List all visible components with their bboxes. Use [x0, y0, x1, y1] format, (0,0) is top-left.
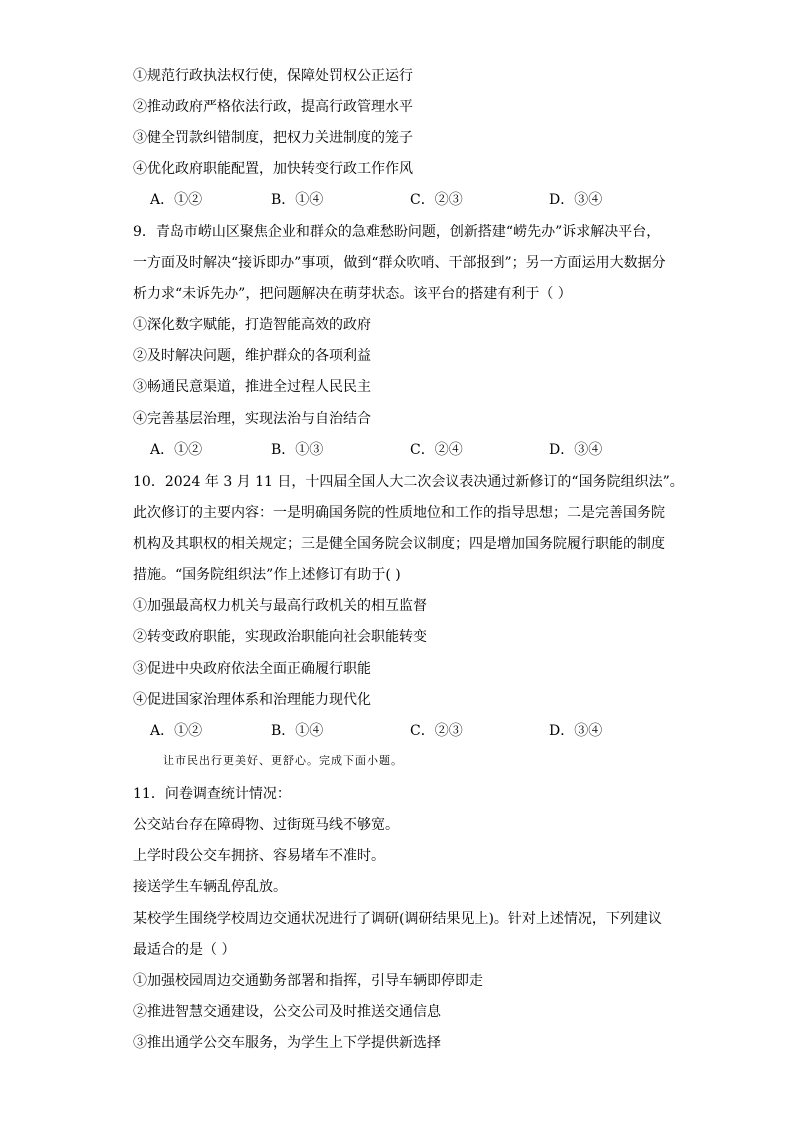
q9-option-b[interactable]: B．①③: [271, 442, 324, 458]
q9-statement-2: ②及时解决问题，维护群众的各项利益: [133, 348, 371, 364]
q11-statement-2: ②推进智慧交通建设，公交公司及时推送交通信息: [133, 1004, 441, 1020]
q8-option-d[interactable]: D．③④: [549, 192, 603, 208]
q10-option-b[interactable]: B．①④: [271, 723, 324, 739]
q10-stem-line-2: 此次修订的主要内容：一是明确国务院的性质地位和工作的指导思想；二是完善国务院: [133, 505, 665, 521]
q11-finding-3: 接送学生车辆乱停乱放。: [133, 879, 287, 895]
q9-option-c[interactable]: C．②④: [410, 442, 463, 458]
q10-statement-3: ③促进中央政府依法全面正确履行职能: [133, 661, 371, 677]
q8-option-a[interactable]: A．①②: [150, 192, 203, 208]
q9-statement-4: ④完善基层治理，实现法治与自治结合: [133, 411, 371, 427]
q11-finding-1: 公交站台存在障碍物、过街斑马线不够宽。: [133, 817, 399, 833]
q8-option-c[interactable]: C．②③: [410, 192, 463, 208]
q8-statement-2: ②推动政府严格依法行政，提高行政管理水平: [133, 99, 413, 115]
q8-options: [150, 190, 670, 210]
q11-statement-1: ①加强校园周边交通勤务部署和指挥，引导车辆即停即走: [133, 973, 483, 989]
q10-statement-1: ①加强最高权力机关与最高行政机关的相互监督: [133, 598, 427, 614]
q11-stem-line-2: 最适合的是（ ）: [133, 942, 236, 958]
q9-stem-line-1: 9．青岛市崂山区聚焦企业和群众的急难愁盼问题，创新搭建“崂先办”诉求解决平台，: [133, 224, 661, 240]
q8-statement-3: ③健全罚款纠错制度，把权力关进制度的笼子: [133, 130, 413, 146]
q10-option-a[interactable]: A．①②: [150, 723, 203, 739]
q10-stem-line-3: 机构及其职权的相关规定；三是健全国务院会议制度；四是增加国务院履行职能的制度: [133, 536, 665, 552]
q10-statement-2: ②转变政府职能，实现政治职能向社会职能转变: [133, 629, 427, 645]
q9-option-d[interactable]: D．③④: [549, 442, 603, 458]
q10-stem-line-1: 10．2024 年 3 月 11 日，十四届全国人大二次会议表决通过新修订的“国务院组织法”。: [133, 474, 684, 490]
section-note: 让市民出行更美好、更舒心。完成下面小题。: [163, 754, 403, 767]
q11-stem-line-1: 某校学生围绕学校周边交通状况进行了调研(调研结果见上)。针对上述情况，下列建议: [133, 911, 662, 927]
q8-statement-4: ④优化政府职能配置，加快转变行政工作作风: [133, 161, 413, 177]
q10-statement-4: ④促进国家治理体系和治理能力现代化: [133, 692, 371, 708]
q9-options: [150, 440, 670, 460]
q9-stem-line-2: 一方面及时解决“接诉即办”事项，做到“群众吹哨、干部报到”；另一方面运用大数据分: [133, 255, 666, 271]
q10-stem-line-4: 措施。“国务院组织法”作上述修订有助于( ): [133, 567, 401, 583]
q10-option-c[interactable]: C．②③: [410, 723, 463, 739]
q9-statement-1: ①深化数字赋能，打造智能高效的政府: [133, 317, 371, 333]
q11-finding-2: 上学时段公交车拥挤、容易堵车不准时。: [133, 848, 385, 864]
q10-option-d[interactable]: D．③④: [549, 723, 603, 739]
q11-statement-3: ③推出通学公交车服务，为学生上下学提供新选择: [133, 1035, 441, 1051]
q8-option-b[interactable]: B．①④: [271, 192, 324, 208]
q8-statement-1: ①规范行政执法权行使，保障处罚权公正运行: [133, 68, 413, 84]
q10-options: [150, 721, 670, 741]
q9-option-a[interactable]: A．①②: [150, 442, 203, 458]
q9-stem-line-3: 析力求“未诉先办”，把问题解决在萌芽状态。该平台的搭建有利于（ ）: [133, 286, 572, 302]
q11-title: 11．问卷调查统计情况：: [133, 786, 291, 802]
q9-statement-3: ③畅通民意渠道，推进全过程人民民主: [133, 379, 371, 395]
